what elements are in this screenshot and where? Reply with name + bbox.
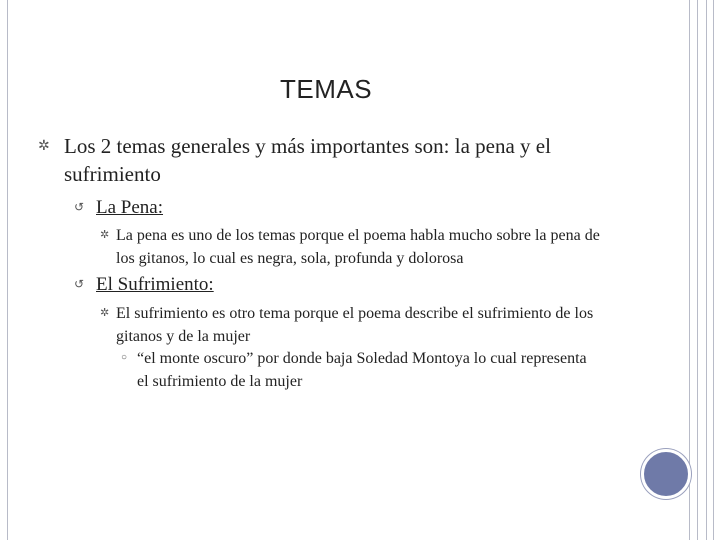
main-bullet-text: Los 2 temas generales y más importantes son: la pena y el sufrimiento	[64, 134, 551, 186]
pena-heading: La Pena:	[96, 197, 164, 218]
gear-bullet-icon: ✲	[38, 139, 50, 154]
sufrimiento-text: El sufrimiento es otro tema porque el poema describe el sufrimiento de los gitanos y de la mujer	[116, 305, 594, 345]
hook-bullet-icon: ↺	[74, 277, 85, 291]
right-frame-line	[706, 0, 707, 540]
left-frame-line	[7, 0, 8, 540]
right-frame-line	[689, 0, 690, 540]
hook-bullet-icon: ↺	[74, 200, 85, 214]
circle-bullet-icon: ○	[121, 352, 128, 363]
sufrimiento-heading: El Sufrimiento:	[96, 274, 214, 295]
monte-text: “el monte oscuro” por donde baja Soledad Montoya lo cual representa el sufrimiento de la mujer	[137, 350, 587, 390]
slide-title: TEMAS	[280, 74, 373, 104]
decorative-circle	[641, 449, 691, 499]
right-frame-line	[697, 0, 698, 540]
right-frame-line	[713, 0, 714, 540]
gear-bullet-icon: ✲	[100, 307, 110, 319]
pena-text: La pena es uno de los temas porque el poema habla mucho sobre la pena de los gitanos, lo cual es negra, sola, profunda y dolorosa	[116, 227, 600, 267]
gear-bullet-icon: ✲	[100, 229, 110, 241]
